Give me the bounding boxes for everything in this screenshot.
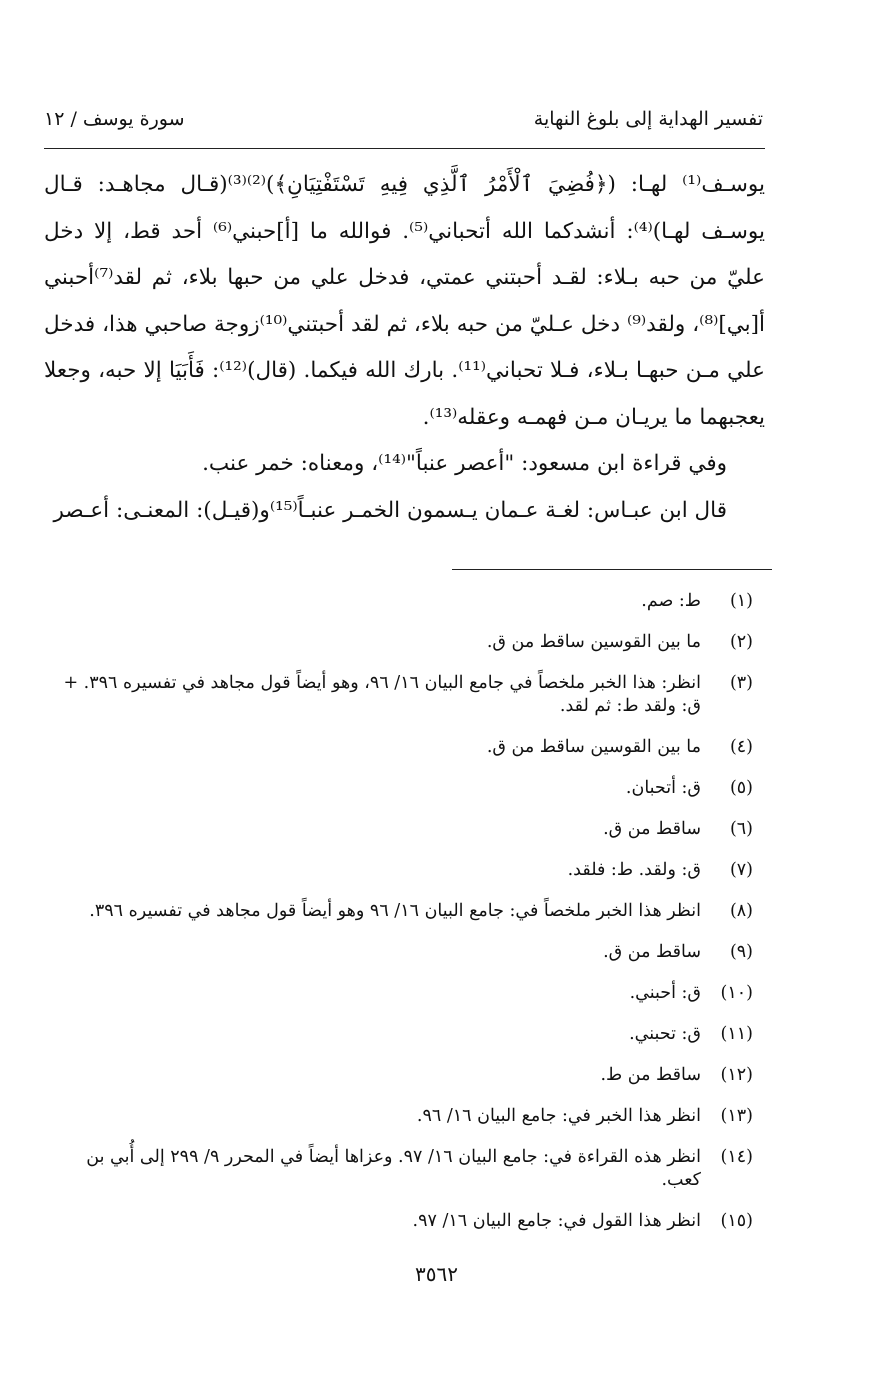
footnote-text: ق: تحبني. <box>629 1024 701 1044</box>
surah-page-label: سورة يوسف / ١٢ <box>44 108 185 130</box>
footnotes <box>60 590 753 1251</box>
footnote-number: (١٢) <box>720 1065 753 1085</box>
page-number: ٣٥٦٢ <box>415 1262 458 1286</box>
footnote-text: انظر هذا الخبر ملخصاً في: جامع البيان ١٦/ ٩٦ وهو أيضاً قول مجاهد في تفسيره ٣٩٦. <box>89 901 701 921</box>
footnote-text: ق: أتحبان. <box>625 778 701 798</box>
footnote-number: (٧) <box>729 860 753 880</box>
footnote-text: انظر: هذا الخبر ملخصاً في جامع البيان ١٦/ ٩٦، وهو أيضاً قول مجاهد في تفسيره ٣٩٦. + ق: ولقد ط: ثم لقد. <box>63 673 701 716</box>
footnote-number: (١) <box>729 591 753 611</box>
footnote-text: ط: صم. <box>641 591 701 611</box>
footnote-number: (١٣) <box>720 1106 753 1126</box>
footnote-number: (١٤) <box>720 1147 753 1167</box>
footnote-number: (٥) <box>729 778 753 798</box>
footnote <box>60 900 753 923</box>
footnote-text: ق: أحبني. <box>629 983 701 1003</box>
footnote <box>60 1105 753 1128</box>
footnote-number: (١٠) <box>720 983 753 1003</box>
main-paragraph-3: قال ابن عبـاس: لغـة عـمان يـسمون الخمـر عنبـاً⁽¹⁵⁾و(قيـل): المعنـى: أعـصر <box>53 497 727 523</box>
footnote-text: ق: ولقد. ط: فلقد. <box>567 860 701 880</box>
footnote-number: (٤) <box>729 737 753 757</box>
footnote-number: (١١) <box>720 1024 753 1044</box>
footnote <box>60 1146 753 1192</box>
footnote-text: ما بين القوسين ساقط من ق. <box>486 632 701 652</box>
footnote <box>60 736 753 759</box>
main-paragraph-2: وفي قراءة ابن مسعود: "أعصر عنباً"⁽¹⁴⁾، ومعناه: خمر عنب. <box>202 451 727 476</box>
footnote-number: (٣) <box>729 673 753 693</box>
header-rule <box>44 148 765 149</box>
footnote <box>60 941 753 964</box>
footnote-number: (٦) <box>729 819 753 839</box>
footnote <box>60 859 753 882</box>
footnote-text: ساقط من ق. <box>603 942 701 962</box>
footnote-text: انظر هذا الخبر في: جامع البيان ١٦/ ٩٦. <box>416 1106 701 1126</box>
footnote <box>60 631 753 654</box>
main-text <box>44 162 765 534</box>
footnote <box>60 1023 753 1046</box>
footnote-number: (٩) <box>729 942 753 962</box>
footnote-number: (٨) <box>729 901 753 921</box>
footnote <box>60 1064 753 1087</box>
footnote <box>60 982 753 1005</box>
main-paragraph-1: يوسـف⁽¹⁾ لهـا: (﴿فُضِيَ ٱلْأَمْرُ ٱلَّذِي فِيهِ تَسْتَفْتِيَانِ﴾)⁽²⁾⁽³⁾(قـال مجاهـد: قـال يوسـف لهـا)⁽⁴⁾: أنشدكما الله أتحباني⁽⁵⁾. فوالله ما [أ]حبني⁽⁶⁾ أحد قط، إلا دخل عليّ من حبه بـلاء: لقـد أحبتني عمتي، فدخل علي من حبها بلاء، ثم لقد⁽⁷⁾أحبني أ[بي]⁽⁸⁾، ولقد⁽⁹⁾ دخل عـليّ من حبه بلاء، ثم لقد أحبتني⁽¹⁰⁾زوجة صاحبي هذا، فدخل علي مـن حبهـا بـلاء، فـلا تحباني⁽¹¹⁾. بارك الله فيكما. (قال)⁽¹²⁾: فَأَبَيَا إلا حبه، وجعلا يعجبهما ما يريـان مـن فهمـه وعقله⁽¹³⁾. <box>44 172 766 430</box>
book-title: تفسير الهداية إلى بلوغ النهاية <box>533 108 763 130</box>
footnote-number: (١٥) <box>720 1211 753 1231</box>
footnote-text: انظر هذا القول في: جامع البيان ١٦/ ٩٧. <box>412 1211 701 1231</box>
footnote <box>60 777 753 800</box>
running-header <box>44 108 763 142</box>
footnote <box>60 590 753 613</box>
footnote-number: (٢) <box>729 632 753 652</box>
footnote <box>60 672 753 718</box>
footnote <box>60 818 753 841</box>
footnote <box>60 1210 753 1233</box>
footnote-text: ما بين القوسين ساقط من ق. <box>486 737 701 757</box>
footnote-text: ساقط من ق. <box>603 819 701 839</box>
footnote-text: انظر هذه القراءة في: جامع البيان ١٦/ ٩٧. وعزاها أيضاً في المحرر ٩/ ٢٩٩ إلى أُبي بن كعب. <box>86 1147 701 1190</box>
footnote-text: ساقط من ط. <box>600 1065 701 1085</box>
footnote-separator <box>452 569 772 570</box>
